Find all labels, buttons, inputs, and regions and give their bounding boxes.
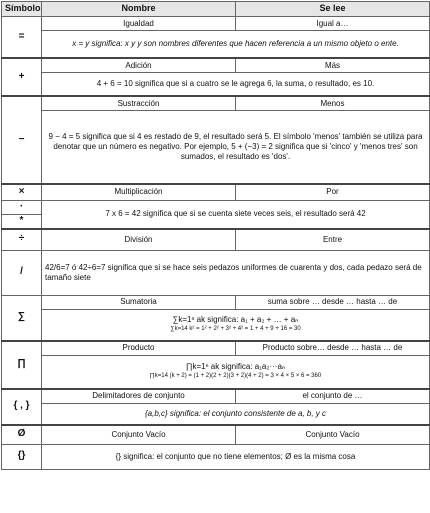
table-row	[2, 250, 430, 295]
desc-example: ∑k=14 k² = 1² + 2² + 3² + 4² = 1 + 4 + 9 + 16 = 30	[170, 326, 301, 333]
symbol-cell: +	[2, 58, 42, 96]
symbol-cell: Ø	[2, 425, 42, 445]
symbol-cell: ÷	[2, 229, 42, 251]
table-row	[2, 96, 430, 111]
table-row	[2, 229, 430, 251]
symbols-table	[1, 1, 430, 470]
table-row	[2, 444, 430, 469]
table-row	[2, 309, 430, 341]
read-cell: suma sobre … desde … hasta … de	[236, 295, 430, 309]
table-row	[2, 73, 430, 97]
name-cell: Sumatoria	[42, 295, 236, 309]
table-row	[2, 111, 430, 185]
header-name: Nombre	[42, 2, 236, 17]
symbol-cell: −	[2, 96, 42, 184]
table-row	[2, 389, 430, 404]
desc-cell: 42/6=7 ó 42÷6=7 significa que si se hace seis pedazos uniformes de cuarenta y dos, cada pedazo será de tamaño siete	[42, 250, 430, 295]
desc-cell: 4 + 6 = 10 significa que si a cuatro se le agrega 6, la suma, o resultado, es 10.	[42, 73, 430, 97]
name-cell: División	[42, 229, 236, 251]
name-cell: Adición	[42, 58, 236, 73]
symbol-cell: ∏	[2, 341, 42, 389]
table-row	[2, 200, 430, 229]
symbol-cell: {}	[2, 444, 42, 469]
desc-cell: {a,b,c} significa: el conjunto consistente de a, b, y c	[42, 403, 430, 425]
desc-main: ∑k=1ⁿ ak significa: a₁ + a₂ + … + aₙ	[172, 315, 299, 325]
read-cell: Por	[236, 184, 430, 200]
name-cell: Conjunto Vacío	[42, 425, 236, 445]
desc-cell: 7 x 6 = 42 significa que si se cuenta siete veces seis, el resultado será 42	[42, 200, 430, 229]
table-row	[2, 184, 430, 200]
header-read: Se lee	[236, 2, 430, 17]
read-cell: Igual a…	[236, 17, 430, 31]
table-row	[2, 425, 430, 445]
read-cell: Conjunto Vacío	[236, 425, 430, 445]
symbol-alt: *	[19, 214, 24, 226]
desc-example: ∏k=14 (k + 2) = (1 + 2)(2 + 2)(3 + 2)(4 + 2) = 3 × 4 × 5 × 6 = 360	[149, 373, 322, 380]
read-cell: Más	[236, 58, 430, 73]
header-symbol: Símbolo	[2, 2, 42, 17]
table-row	[2, 17, 430, 31]
name-cell: Producto	[42, 341, 236, 356]
table-row	[2, 355, 430, 389]
desc-cell: {} significa: el conjunto que no tiene elementos; Ø es la misma cosa	[42, 444, 430, 469]
read-cell: Entre	[236, 229, 430, 251]
symbol-cell: =	[2, 17, 42, 59]
symbol-cell: ×	[2, 184, 42, 200]
table-row	[2, 403, 430, 425]
table-row	[2, 31, 430, 59]
symbol-cell: /	[2, 250, 42, 295]
desc-main: ∏k=1ⁿ ak significa: a₁a₂···aₙ	[185, 362, 286, 372]
desc-cell	[42, 309, 430, 341]
read-cell: el conjunto de …	[236, 389, 430, 404]
desc-cell	[42, 355, 430, 389]
symbol-cell-stack	[2, 200, 42, 229]
desc-cell: x = y significa: x y y son nombres diferentes que hacen referencia a un mismo objeto o ente.	[42, 31, 430, 59]
symbol-cell: ∑	[2, 295, 42, 341]
header-row	[2, 2, 430, 17]
read-cell: Menos	[236, 96, 430, 111]
name-cell: Multiplicación	[42, 184, 236, 200]
table-row	[2, 295, 430, 309]
table-row	[2, 58, 430, 73]
symbol-cell: { , }	[2, 389, 42, 425]
symbol-alt: ·	[2, 201, 41, 215]
table-row	[2, 341, 430, 356]
name-cell: Igualdad	[42, 17, 236, 31]
desc-cell: 9 − 4 = 5 significa que si 4 es restado de 9, el resultado será 5. El símbolo 'menos' también se utiliza para denotar que un número es negativo. Por ejemplo, 5 + (−3) = 2 significa que si 'cinco' y 'menos tres' son sumados, el resultado es 'dos'.	[42, 111, 430, 185]
name-cell: Delimitadores de conjunto	[42, 389, 236, 404]
read-cell: Producto sobre… desde … hasta … de	[236, 341, 430, 356]
name-cell: Sustracción	[42, 96, 236, 111]
